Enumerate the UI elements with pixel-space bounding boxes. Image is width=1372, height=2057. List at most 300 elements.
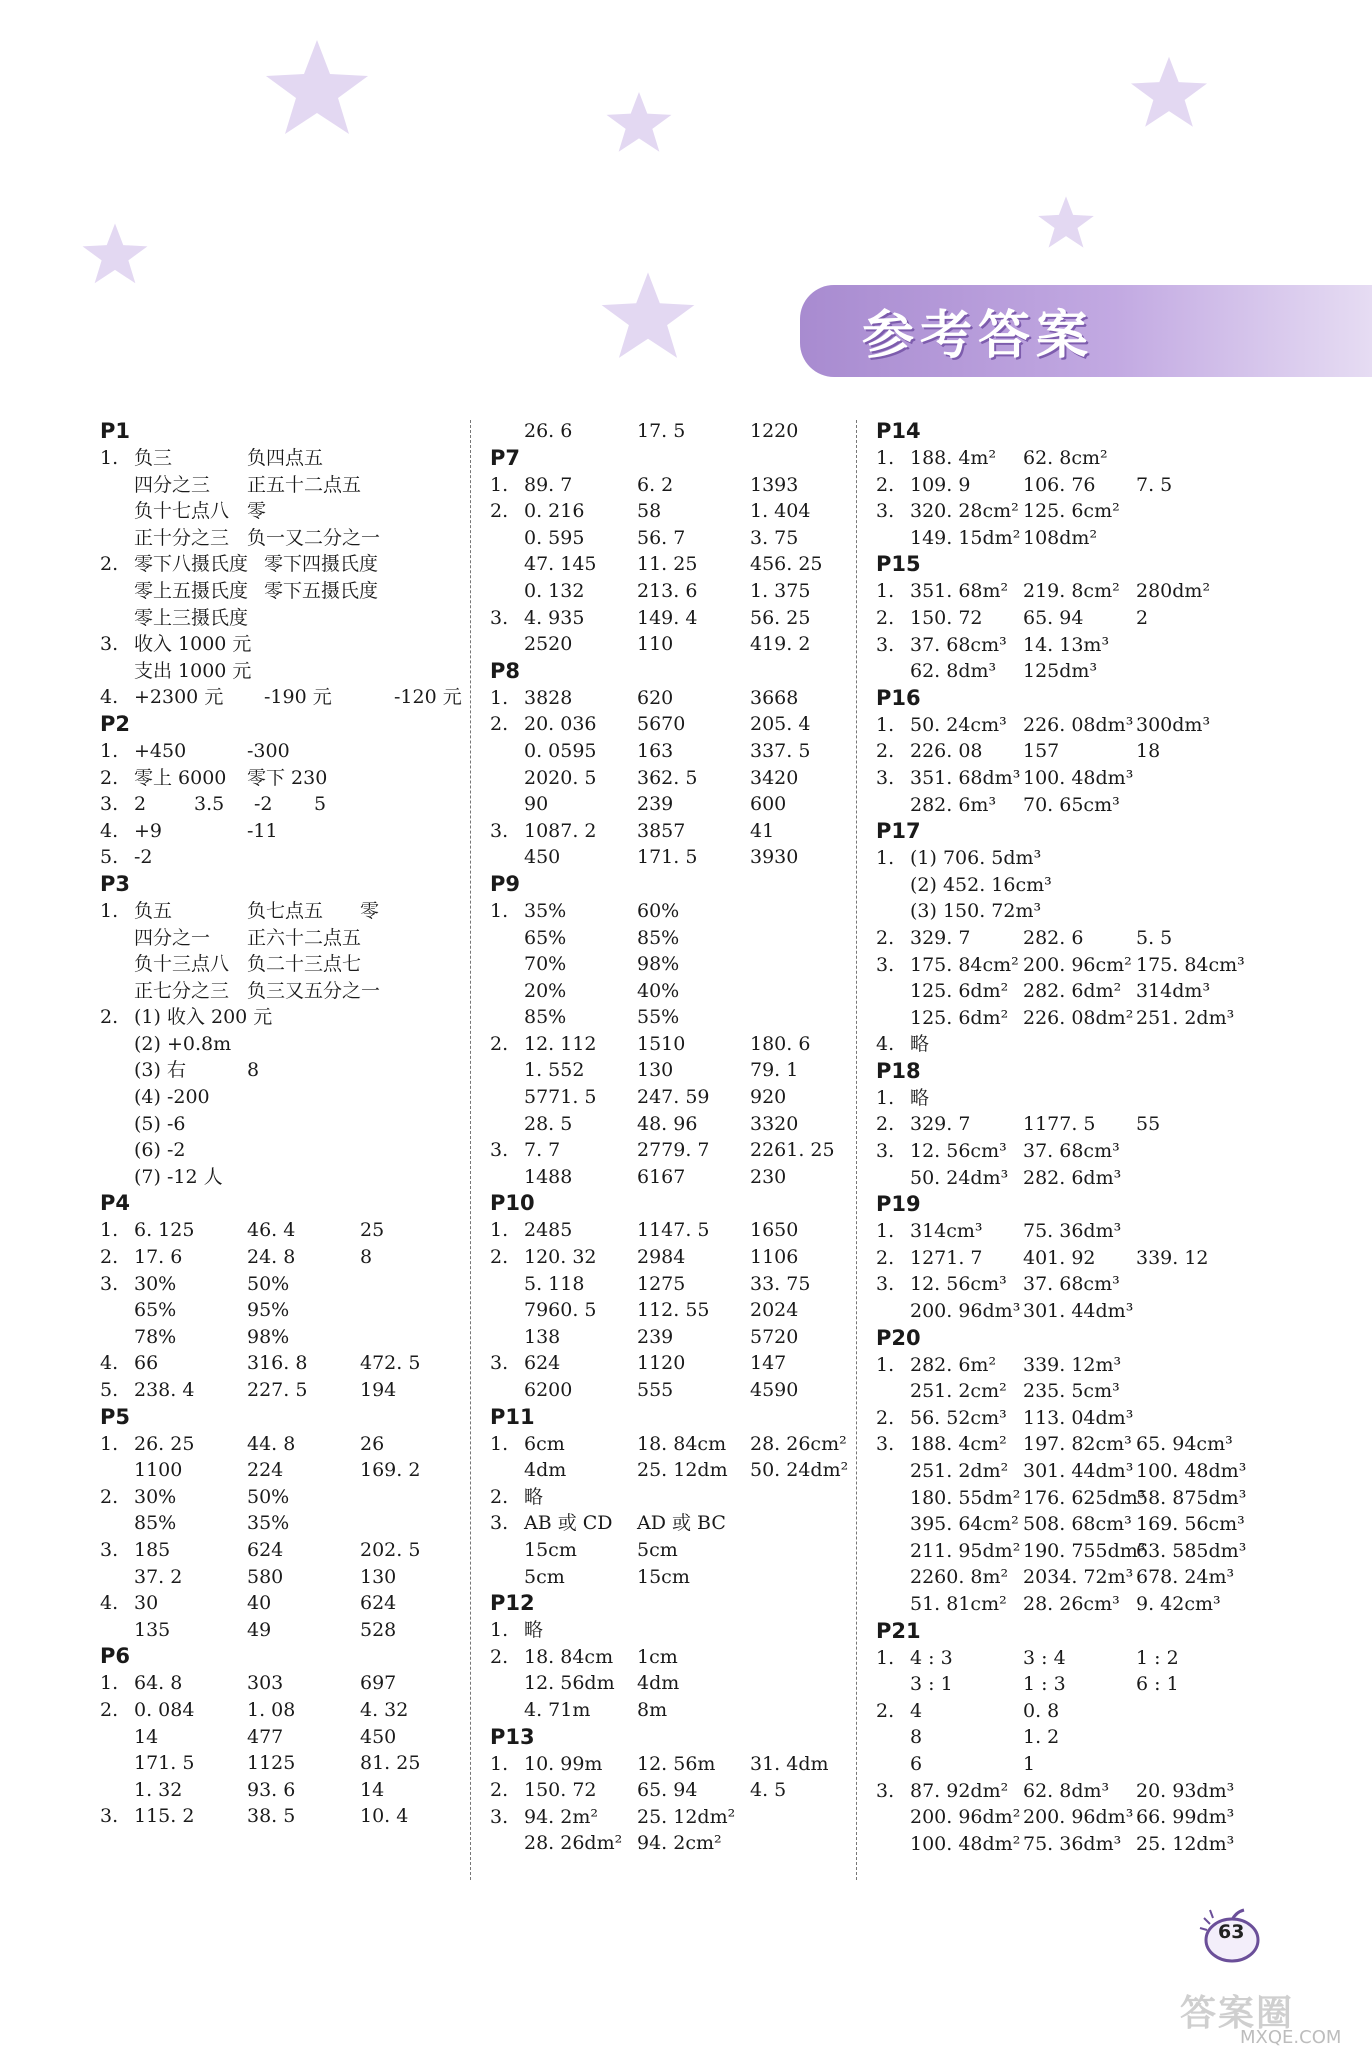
section-title: P7 xyxy=(490,445,521,470)
answer-value: 3857 xyxy=(637,819,686,842)
answer-value: 0. 0595 xyxy=(524,739,597,762)
answer-value: 555 xyxy=(637,1379,674,1401)
answer-value: 5cm xyxy=(637,1538,678,1561)
answer-value: (1) 706. 5dm³ xyxy=(910,847,1042,870)
answer-row xyxy=(876,1458,1246,1485)
question-number: 1. xyxy=(100,1432,119,1455)
answer-value: 2984 xyxy=(637,1246,686,1269)
answer-value: 0. 084 xyxy=(134,1698,195,1721)
section-title: P11 xyxy=(490,1404,535,1429)
answer-value: 5 xyxy=(314,793,327,816)
answer-value: 28. 26cm² xyxy=(750,1432,847,1455)
answer-row xyxy=(490,685,860,712)
answer-value: 5cm xyxy=(524,1565,565,1588)
answer-value: 零下五摄氏度 xyxy=(264,579,379,602)
answer-column-2 xyxy=(490,418,860,1857)
answer-value: 282. 6dm³ xyxy=(1023,1166,1122,1189)
answer-value: 2 xyxy=(1136,606,1149,629)
answer-value: 30 xyxy=(134,1592,159,1615)
answer-value: 6 : 1 xyxy=(1136,1673,1179,1696)
answer-value: 略 xyxy=(910,1033,930,1056)
answer-value: 697 xyxy=(360,1672,397,1695)
answer-row xyxy=(876,1431,1246,1458)
answer-value: 1 xyxy=(1023,1752,1036,1775)
answer-row xyxy=(100,1297,514,1324)
answer-value: 130 xyxy=(360,1565,397,1588)
question-number: 3. xyxy=(876,500,895,523)
answer-row xyxy=(876,978,1246,1005)
answer-value: 50. 24dm² xyxy=(750,1459,849,1482)
answer-value: 85% xyxy=(524,1006,567,1029)
section-title: P3 xyxy=(100,871,131,896)
answer-value: 31. 4dm xyxy=(750,1752,829,1775)
answer-row xyxy=(490,711,860,738)
answer-row xyxy=(100,818,514,845)
answer-row xyxy=(100,578,514,605)
answer-value: 508. 68cm³ xyxy=(1023,1513,1132,1536)
answer-row xyxy=(490,1510,860,1537)
answer-value: 7. 7 xyxy=(524,1139,561,1162)
answer-value: 14 xyxy=(360,1778,385,1801)
answer-value: 1275 xyxy=(637,1272,686,1295)
answer-value: 247. 59 xyxy=(637,1086,710,1109)
answer-row xyxy=(490,1164,860,1191)
answer-value: 略 xyxy=(524,1619,544,1642)
answer-row xyxy=(490,1830,860,1857)
answer-value: 329. 7 xyxy=(910,926,971,949)
answer-value: 419. 2 xyxy=(750,633,811,656)
answer-row xyxy=(100,1217,514,1244)
answer-value: 4 : 3 xyxy=(910,1646,953,1669)
answer-value: 零 xyxy=(247,500,267,523)
answer-value: 150. 72 xyxy=(524,1779,597,1802)
answer-value: 224 xyxy=(247,1459,284,1482)
answer-value: 正六十二点五 xyxy=(247,926,362,949)
answer-row xyxy=(100,684,514,711)
answer-value: 624 xyxy=(360,1592,397,1615)
answer-value: 450 xyxy=(524,846,561,869)
answer-value: 28. 5 xyxy=(524,1112,573,1135)
answer-value: 6. 125 xyxy=(134,1219,195,1242)
answer-value: 920 xyxy=(750,1086,787,1109)
answer-value: 314dm³ xyxy=(1136,980,1211,1003)
answer-value: 4. 935 xyxy=(524,606,585,629)
answer-column-1 xyxy=(100,418,514,1830)
answer-value: 负十三点八 xyxy=(134,953,230,976)
answer-row xyxy=(100,605,514,632)
answer-value: 149. 15dm² xyxy=(910,526,1021,549)
answer-value: 26 xyxy=(360,1432,385,1455)
answer-value: 624 xyxy=(247,1538,284,1561)
answer-value: 1650 xyxy=(750,1219,799,1242)
answer-value: (3) 150. 72m³ xyxy=(910,900,1042,923)
answer-value: 24. 8 xyxy=(247,1246,296,1269)
answer-value: 12. 56cm³ xyxy=(910,1140,1007,1163)
answer-value: 351. 68dm³ xyxy=(910,766,1021,789)
section-title: P12 xyxy=(490,1591,535,1616)
answer-value: 85% xyxy=(134,1512,177,1535)
answer-row xyxy=(490,1777,860,1804)
answer-row xyxy=(100,1164,514,1191)
question-number: 2. xyxy=(100,766,119,789)
answer-value: 5720 xyxy=(750,1325,799,1348)
answer-value: 251. 2cm² xyxy=(910,1380,1007,1403)
answer-row xyxy=(876,445,1246,472)
answer-value: 125. 6dm² xyxy=(910,980,1009,1003)
answer-value: 28. 26cm³ xyxy=(1023,1592,1120,1615)
answer-value: 17. 5 xyxy=(637,420,686,442)
answer-row xyxy=(100,1431,514,1458)
answer-row xyxy=(100,1004,514,1031)
answer-value: -190 元 xyxy=(264,686,332,709)
question-number: 3. xyxy=(100,1805,119,1828)
answer-value: 50% xyxy=(247,1485,290,1508)
answer-value: (2) 452. 16cm³ xyxy=(910,873,1052,896)
answer-value: 93. 6 xyxy=(247,1778,296,1801)
answer-row xyxy=(876,1245,1246,1272)
answer-value: 3 : 1 xyxy=(910,1673,953,1696)
answer-value: 1125 xyxy=(247,1752,296,1775)
section-title: P18 xyxy=(876,1058,921,1083)
question-number: 3. xyxy=(876,1273,895,1296)
answer-value: 1106 xyxy=(750,1246,799,1269)
answer-row xyxy=(100,1084,514,1111)
answer-value: 零下八摄氏度 xyxy=(134,553,249,576)
answer-value: 0. 132 xyxy=(524,579,585,602)
answer-value: 9. 42cm³ xyxy=(1136,1592,1221,1615)
answer-value: 227. 5 xyxy=(247,1379,308,1401)
question-number: 4. xyxy=(100,819,119,842)
answer-row xyxy=(100,1324,514,1351)
answer-value: 12. 56dm xyxy=(524,1672,615,1695)
answer-value: 75. 36dm³ xyxy=(1023,1832,1122,1855)
answer-row xyxy=(100,1564,514,1591)
question-number: 3. xyxy=(490,1352,509,1375)
answer-row xyxy=(490,498,860,525)
answer-value: 3. 75 xyxy=(750,526,799,549)
question-number: 2. xyxy=(490,1032,509,1055)
answer-value: 163 xyxy=(637,739,674,762)
answer-row xyxy=(876,845,1246,872)
section-title: P21 xyxy=(876,1618,921,1643)
answer-value: 135 xyxy=(134,1618,171,1641)
page-title: 参考答案 xyxy=(862,306,1095,366)
answer-value: 7. 5 xyxy=(1136,473,1173,496)
question-number: 2. xyxy=(100,1246,119,1269)
answer-row xyxy=(876,1138,1246,1165)
answer-value: 20. 93dm³ xyxy=(1136,1779,1235,1802)
answer-row xyxy=(490,525,860,552)
question-number: 1. xyxy=(876,1353,895,1376)
answer-row xyxy=(100,1484,514,1511)
answer-row xyxy=(490,1697,860,1724)
answer-value: 30% xyxy=(134,1485,177,1508)
answer-value: 0. 595 xyxy=(524,526,585,549)
answer-row xyxy=(100,445,514,472)
answer-row xyxy=(876,952,1246,979)
answer-row xyxy=(100,844,514,871)
answer-row xyxy=(876,1564,1246,1591)
answer-value: 1120 xyxy=(637,1352,686,1375)
answer-row xyxy=(490,951,860,978)
answer-row xyxy=(490,1084,860,1111)
answer-row xyxy=(876,765,1246,792)
answer-value: 58 xyxy=(637,500,662,523)
answer-value: 1271. 7 xyxy=(910,1246,983,1269)
answer-row xyxy=(100,1590,514,1617)
answer-value: 213. 6 xyxy=(637,579,698,602)
answer-row xyxy=(876,1751,1246,1778)
answer-row xyxy=(100,1350,514,1377)
answer-value: 70% xyxy=(524,953,567,976)
question-number: 2. xyxy=(490,1246,509,1269)
answer-value: 301. 44dm³ xyxy=(1023,1460,1134,1482)
answer-row xyxy=(100,898,514,925)
question-number: 2. xyxy=(876,1246,895,1269)
answer-row xyxy=(490,1431,860,1458)
question-number: 1. xyxy=(876,447,895,469)
answer-value: 14. 13m³ xyxy=(1023,633,1110,656)
answer-value: 176. 625dm³ xyxy=(1023,1486,1146,1509)
answer-value: 1100 xyxy=(134,1459,183,1482)
answer-value: 28. 26dm² xyxy=(524,1832,623,1855)
answer-row xyxy=(490,818,860,845)
question-number: 2. xyxy=(876,1699,895,1722)
question-number: 4. xyxy=(100,1352,119,1375)
answer-value: 65% xyxy=(134,1299,177,1322)
section-title: P4 xyxy=(100,1191,131,1216)
answer-value: 180. 55dm² xyxy=(910,1486,1021,1509)
answer-value: 48. 96 xyxy=(637,1112,698,1135)
question-number: 2. xyxy=(100,1006,119,1029)
answer-value: 89. 7 xyxy=(524,473,573,496)
header-banner xyxy=(800,285,1372,377)
answer-row xyxy=(100,1724,514,1751)
answer-row xyxy=(876,1591,1246,1618)
answer-row xyxy=(100,1244,514,1271)
answer-value: 226. 08dm³ xyxy=(1023,713,1134,736)
answer-value: 1. 375 xyxy=(750,579,811,602)
star-decoration xyxy=(262,38,372,138)
answer-value: -2 xyxy=(254,793,273,816)
answer-value: 188. 4cm² xyxy=(910,1433,1007,1456)
answer-value: 678. 24m³ xyxy=(1136,1566,1235,1589)
answer-value: 401. 92 xyxy=(1023,1246,1096,1269)
question-number: 1. xyxy=(490,1432,509,1455)
answer-row xyxy=(876,1778,1246,1805)
star-decoration xyxy=(80,222,150,286)
answer-value: 238. 4 xyxy=(134,1379,195,1401)
answer-row xyxy=(876,738,1246,765)
answer-value: 6. 2 xyxy=(637,473,674,496)
question-number: 1. xyxy=(100,1672,119,1695)
question-number: 1. xyxy=(490,1219,509,1242)
answer-column-3 xyxy=(876,418,1246,1857)
answer-row xyxy=(100,658,514,685)
answer-value: 1 : 3 xyxy=(1023,1673,1066,1696)
answer-value: 51. 81cm² xyxy=(910,1592,1007,1615)
answer-value: 226. 08dm² xyxy=(1023,1006,1134,1029)
answer-value: 14 xyxy=(134,1725,159,1748)
answer-value: 支出 1000 元 xyxy=(134,659,252,682)
answer-value: 负三又五分之一 xyxy=(247,979,381,1002)
answer-value: 282. 6 xyxy=(1023,926,1084,949)
answer-row xyxy=(490,925,860,952)
question-number: 2. xyxy=(876,926,895,949)
answer-value: 362. 5 xyxy=(637,766,698,789)
answer-row xyxy=(490,1617,860,1644)
answer-row xyxy=(876,1645,1246,1672)
answer-row xyxy=(100,1697,514,1724)
answer-row xyxy=(876,578,1246,605)
answer-value: 四分之三 xyxy=(134,473,211,496)
answer-row xyxy=(100,525,514,552)
answer-value: 37. 2 xyxy=(134,1565,183,1588)
answer-value: 171. 5 xyxy=(134,1752,195,1775)
answer-value: 205. 4 xyxy=(750,713,811,736)
answer-row xyxy=(490,1350,860,1377)
answer-value: 113. 04dm³ xyxy=(1023,1406,1134,1429)
question-number: 4. xyxy=(100,1592,119,1615)
question-number: 2. xyxy=(100,1485,119,1508)
question-number: 2. xyxy=(876,606,895,629)
answer-row xyxy=(490,791,860,818)
answer-value: 8 xyxy=(247,1059,260,1082)
answer-value: 98% xyxy=(637,953,680,976)
answer-value: AB 或 CD xyxy=(524,1512,613,1535)
answer-value: 26. 6 xyxy=(524,420,573,442)
answer-value: 351. 68m² xyxy=(910,580,1009,603)
question-number: 2. xyxy=(876,1406,895,1429)
answer-row xyxy=(490,551,860,578)
answer-value: 106. 76 xyxy=(1023,473,1096,496)
answer-value: 47. 145 xyxy=(524,553,597,576)
answer-row xyxy=(490,1457,860,1484)
answer-value: 78% xyxy=(134,1325,177,1348)
answer-value: 2 xyxy=(134,793,147,816)
question-number: 3. xyxy=(490,1512,509,1535)
answer-row xyxy=(490,1377,860,1404)
question-number: 1. xyxy=(876,1220,895,1243)
question-number: 3. xyxy=(876,1433,895,1456)
answer-value: 6200 xyxy=(524,1379,573,1401)
answer-value: 190. 755dm³ xyxy=(1023,1539,1146,1562)
answer-value: 329. 7 xyxy=(910,1113,971,1136)
answer-value: 175. 84cm² xyxy=(910,953,1019,976)
question-number: 5. xyxy=(100,1379,119,1401)
answer-value: 1. 32 xyxy=(134,1778,183,1801)
answer-value: 1510 xyxy=(637,1032,686,1055)
answer-row xyxy=(876,498,1246,525)
answer-value: 2020. 5 xyxy=(524,766,597,789)
answer-value: 50. 24dm³ xyxy=(910,1166,1009,1189)
answer-value: 1. 2 xyxy=(1023,1726,1060,1749)
question-number: 3. xyxy=(876,1140,895,1163)
answer-row xyxy=(100,1617,514,1644)
answer-value: 49 xyxy=(247,1618,272,1641)
answer-value: 85% xyxy=(637,926,680,949)
answer-value: (3) 右 xyxy=(134,1059,186,1082)
answer-value: 528 xyxy=(360,1618,397,1641)
question-number: 3. xyxy=(490,606,509,629)
answer-value: 25. 12dm xyxy=(637,1459,728,1482)
answer-value: 169. 2 xyxy=(360,1459,421,1482)
answer-value: 26. 25 xyxy=(134,1432,195,1455)
answer-row xyxy=(876,712,1246,739)
question-number: 3. xyxy=(100,1272,119,1295)
answer-value: 2261. 25 xyxy=(750,1139,835,1162)
answer-value: 1. 552 xyxy=(524,1059,585,1082)
answer-row xyxy=(876,1031,1246,1058)
answer-value: 108dm² xyxy=(1023,526,1098,549)
question-number: 1. xyxy=(100,739,119,762)
answer-row xyxy=(490,738,860,765)
answer-row xyxy=(876,1271,1246,1298)
answer-value: 40 xyxy=(247,1592,272,1615)
answer-value: 65. 94 xyxy=(1023,606,1084,629)
answer-value: 115. 2 xyxy=(134,1805,195,1828)
answer-value: 20% xyxy=(524,979,567,1002)
answer-value: 2034. 72m³ xyxy=(1023,1566,1134,1589)
answer-row xyxy=(490,631,860,658)
answer-value: 50% xyxy=(247,1272,290,1295)
answer-value: 300dm³ xyxy=(1136,713,1211,736)
answer-value: 11. 25 xyxy=(637,553,698,576)
section-title: P5 xyxy=(100,1404,131,1429)
answer-value: 6167 xyxy=(637,1165,686,1188)
answer-row xyxy=(876,1831,1246,1858)
section-title: P15 xyxy=(876,552,921,577)
answer-value: 456. 25 xyxy=(750,553,823,576)
answer-value: 94. 2cm² xyxy=(637,1832,722,1855)
answer-value: 收入 1000 元 xyxy=(134,633,252,656)
answer-value: (5) -6 xyxy=(134,1112,186,1135)
answer-row xyxy=(490,844,860,871)
answer-value: 0. 8 xyxy=(1023,1699,1060,1722)
answer-value: 40% xyxy=(637,979,680,1002)
answer-value: 35% xyxy=(247,1512,290,1535)
answer-value: 149. 4 xyxy=(637,606,698,629)
answer-value: +2300 元 xyxy=(134,686,224,709)
answer-value: 70. 65cm³ xyxy=(1023,793,1120,816)
answer-value: 5771. 5 xyxy=(524,1086,597,1109)
answer-value: 600 xyxy=(750,793,787,816)
question-number: 5. xyxy=(100,846,119,869)
answer-value: 188. 4m² xyxy=(910,447,997,469)
answer-value: 60% xyxy=(637,899,680,922)
question-number: 2. xyxy=(490,713,509,736)
answer-value: 3930 xyxy=(750,846,799,869)
answer-row xyxy=(876,898,1246,925)
answer-value: 零上三摄氏度 xyxy=(134,606,249,629)
question-number: 1. xyxy=(100,1219,119,1242)
answer-value: 15cm xyxy=(637,1565,690,1588)
question-number: 3. xyxy=(100,633,119,656)
answer-value: 180. 6 xyxy=(750,1032,811,1055)
answer-value: (7) -12 人 xyxy=(134,1165,223,1188)
answer-value: 63. 585dm³ xyxy=(1136,1539,1247,1562)
answer-value: 负一又二分之一 xyxy=(247,526,381,549)
answer-value: 58. 875dm³ xyxy=(1136,1486,1247,1509)
question-number: 2. xyxy=(490,1645,509,1668)
question-number: 3. xyxy=(876,953,895,976)
question-number: 3. xyxy=(876,766,895,789)
answer-row xyxy=(876,1165,1246,1192)
answer-value: 4. 32 xyxy=(360,1698,409,1721)
answer-value: 81. 25 xyxy=(360,1752,421,1775)
answer-value: +9 xyxy=(134,819,163,842)
question-number: 2. xyxy=(490,1485,509,1508)
